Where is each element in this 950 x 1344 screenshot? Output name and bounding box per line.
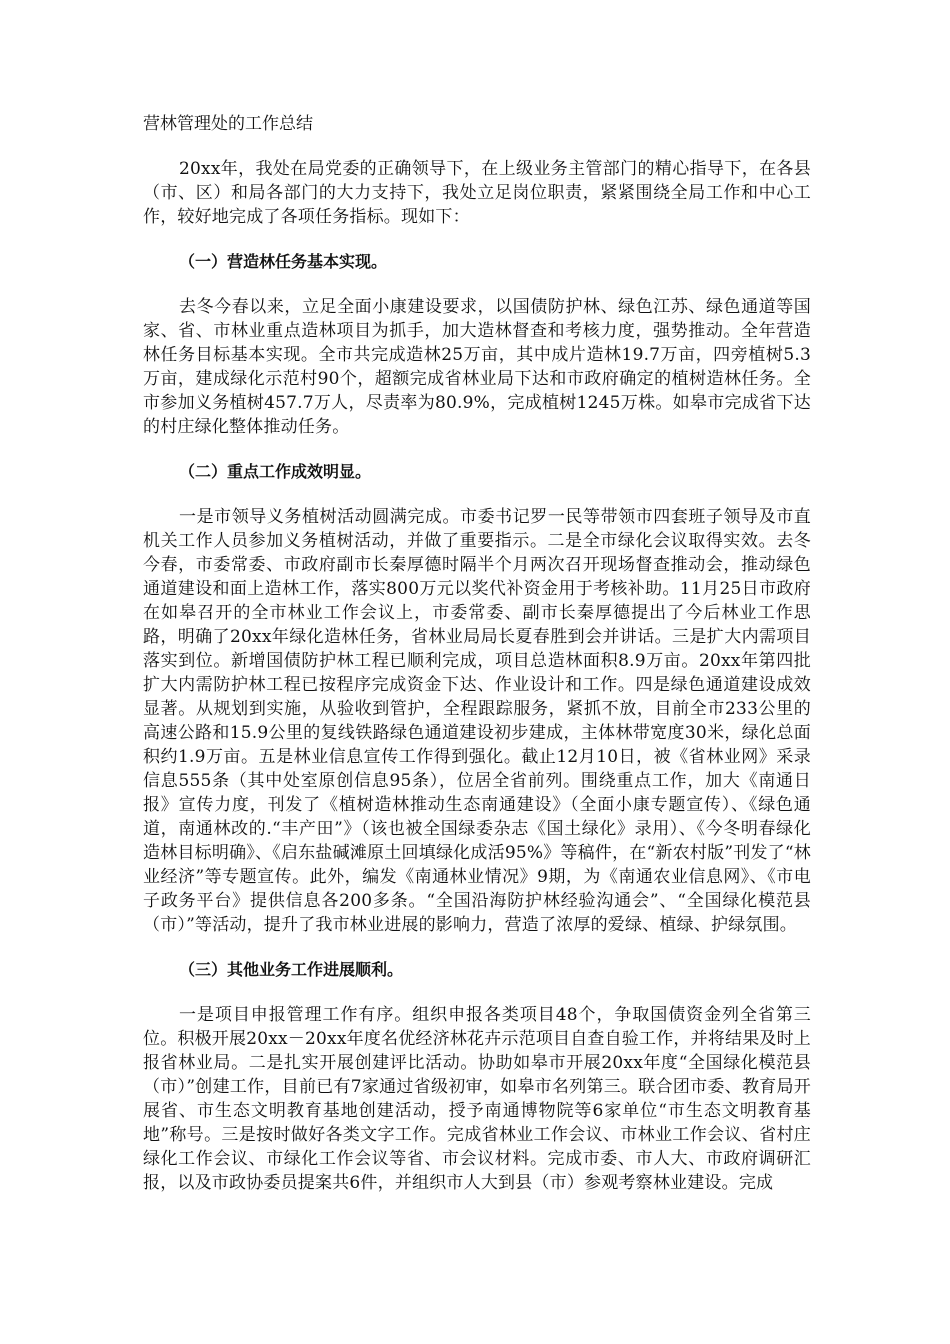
intro-paragraph: 20xx年，我处在局党委的正确领导下，在上级业务主管部门的精心指导下，在各县（市、区）和局各部门的大力支持下，我处立足岗位职责，紧紧围绕全局工作和中心工作，较好地完成了各项任务指标。现如下： [143, 159, 811, 227]
section-1-heading: （一）营造林任务基本实现。 [179, 252, 388, 271]
section-1-body: 去冬今春以来，立足全面小康建设要求，以国债防护林、绿色江苏、绿色通道等国家、省、市林业重点造林项目为抓手，加大造林督查和考核力度，强势推动。全年营造林任务目标基本实现。全市共完成造林25万亩，其中成片造林19.7万亩，四旁植树5.3万亩，建成绿化示范村90个，超额完成省林业局下达和市政府确定的植树造林任务。全市参加义务植树457.7万人，尽责率为80.9%，完成植树1245万株。如皋市完成省下达的村庄绿化整体推动任务。 [143, 297, 811, 437]
section-3-body: 一是项目申报管理工作有序。组织申报各类项目48个，争取国债资金列全省第三位。积极开展20xx－20xx年度名优经济林花卉示范项目自查自验工作，并将结果及时上报省林业局。二是扎实开展创建评比活动。协助如皋市开展20xx年度“全国绿化模范县（市）”创建工作，目前已有7家通过省级初审，如皋市名列第三。联合团市委、教育局开展省、市生态文明教育基地创建活动，授予南通博物院等6家单位“市生态文明教育基地”称号。三是按时做好各类文字工作。完成省林业工作会议、市林业工作会议、省村庄绿化工作会议、市绿化工作会议等省、市会议材料。完成市委、市人大、市政府调研汇报，以及市政协委员提案共6件，并组织市人大到县（市）参观考察林业建设。完成 [143, 1005, 812, 1193]
section-2-heading: （二）重点工作成效明显。 [179, 462, 372, 481]
document-title: 营林管理处的工作总结 [143, 114, 313, 134]
section-2-body: 一是市领导义务植树活动圆满完成。市委书记罗一民等带领市四套班子领导及市直机关工作人员参加义务植树活动，并做了重要指示。二是全市绿化会议取得实效。去冬今春，市委常委、市政府副市长秦厚德时隔半个月两次召开现场督查推动会，推动绿色通道建设和面上造林工作，落实800万元以奖代补资金用于考核补助。11月25日市政府在如皋召开的全市林业工作会议上，市委常委、副市长秦厚德提出了今后林业工作思路，明确了20xx年绿化造林任务，省林业局局长夏春胜到会并讲话。三是扩大内需项目落实到位。新增国债防护林工程已顺利完成，项目总造林面积8.9万亩。20xx年第四批扩大内需防护林工程已按程序完成资金下达、作业设计和工作。四是绿色通道建设成效显著。从规划到实施，从验收到管护，全程跟踪服务，紧抓不放，目前全市233公里的高速公路和15.9公里的复线铁路绿色通道建设初步建成，主体林带宽度30米，绿化总面积约1.9万亩。五是林业信息宣传工作得到强化。截止12月10日，被《省林业网》采录信息555条（其中处室原创信息95条），位居全省前列。围绕重点工作，加大《南通日报》宣传力度，刊发了《植树造林推动生态南通建设》（全面小康专题宣传）、《绿色通道，南通林改的.“丰产田”》（该也被全国绿委杂志《国土绿化》录用）、《今冬明春绿化造林目标明确》、《启东盐碱滩原土回填绿化成活95%》等稿件，在“新农村版”刊发了“林业经济”等专题宣传。此外，编发《南通林业情况》9期，为《南通农业信息网》、《市电子政务平台》提供信息各200多条。“全国沿海防护林经验沟通会”、“全国绿化模范县（市）”等活动，提升了我市林业进展的影响力，营造了浓厚的爱绿、植绿、护绿氛围。 [143, 507, 811, 935]
section-3-heading: （三）其他业务工作进展顺利。 [179, 960, 404, 979]
document-page [143, 112, 811, 1216]
